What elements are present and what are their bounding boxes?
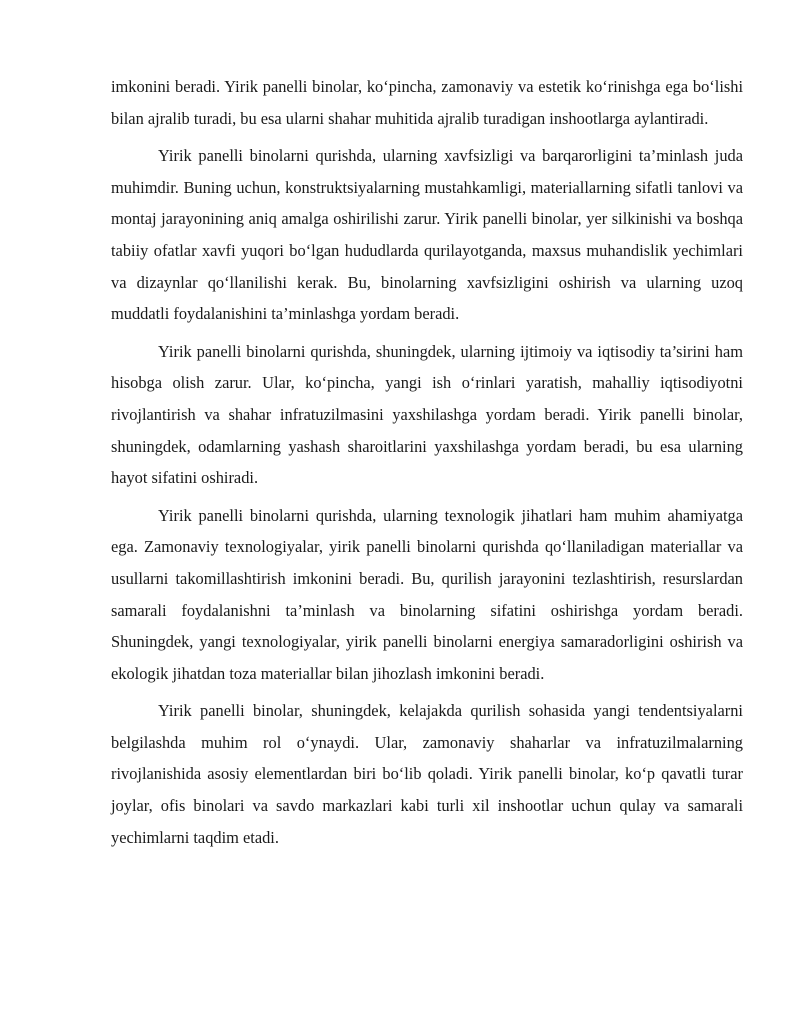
paragraph-continuation: imkonini beradi. Yirik panelli binolar, ko‘pincha, zamonaviy va estetik ko‘rinishga ega bo‘lishi bilan ajralib turadi, bu esa ularni shahar muhitida ajralib turadigan inshootlarga aylantiradi. xyxy=(111,77,743,128)
paragraph-social-economic: Yirik panelli binolarni qurishda, shuningdek, ularning ijtimoiy va iqtisodiy ta’sirini ham hisobga olish zarur. Ular, ko‘pincha, yangi ish o‘rinlari yaratish, mahalliy iqtisodiyotni rivojlantirish va shahar infratuzilmasini yaxshilashga yordam beradi. Yirik panelli binolar, shuningdek, odamlarning yashash sharoitlarini yaxshilashga yordam beradi, bu esa ularning hayot sifatini oshiradi. xyxy=(111,341,743,488)
paragraph-safety: Yirik panelli binolarni qurishda, ularning xavfsizligi va barqarorligini ta’minlash juda muhimdir. Buning uchun, konstruktsiyalarning mustahkamligi, materiallarning sifatli tanlovi va montaj jarayonining aniq amalga oshirilishi zarur. Yirik panelli binolar, yer silkinishi va boshqa tabiiy ofatlar xavfi yuqori bo‘lgan hududlarda qurilayotganda, maxsus muhandislik yechimlari va dizaynlar qo‘llanilishi kerak. Bu, binolarning xavfsizligini oshirish va ularning uzoq muddatli foydalanishini ta’minlashga yordam beradi. xyxy=(111,146,743,324)
document-body xyxy=(111,71,743,853)
paragraph-future: Yirik panelli binolar, shuningdek, kelajakda qurilish sohasida yangi tendentsiyalarni belgilashda muhim rol o‘ynaydi. Ular, zamonaviy shaharlar va infratuzilmalarning rivojlanishida asosiy elementlardan biri bo‘lib qoladi. Yirik panelli binolar, ko‘p qavatli turar joylar, ofis binolari va savdo markazlari kabi turli xil inshootlar uchun qulay va samarali yechimlarni taqdim etadi. xyxy=(111,701,743,847)
paragraph-technology: Yirik panelli binolarni qurishda, ularning texnologik jihatlari ham muhim ahamiyatga ega. Zamonaviy texnologiyalar, yirik panelli binolarni qurishda qo‘llaniladigan materiallar va usullarni takomillashtirish imkonini beradi. Bu, qurilish jarayonini tezlashtirish, resurslardan samarali foydalanishni ta’minlash va binolarning sifatini oshirishga yordam beradi. Shuningdek, yangi texnologiyalar, yirik panelli binolarni energiya samaradorligini oshirish va ekologik jihatdan toza materiallar bilan jihozlash imkonini beradi. xyxy=(111,505,743,683)
